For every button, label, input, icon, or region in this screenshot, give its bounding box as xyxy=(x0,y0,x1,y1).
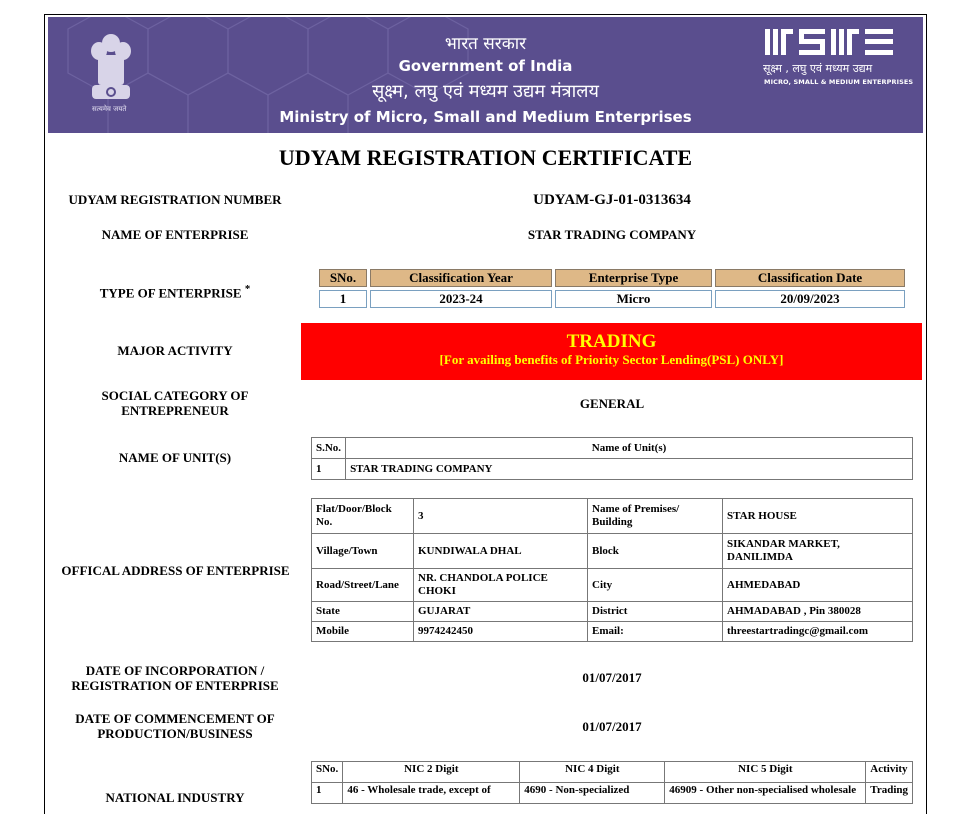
table-row xyxy=(312,622,913,642)
incorporation-label xyxy=(60,663,290,693)
cell: Block xyxy=(588,534,723,569)
cell: 46909 - Other non-specialised wholesale xyxy=(665,783,866,804)
activity-note: [For availing benefits of Priority Sector Lending(PSL) ONLY] xyxy=(439,352,784,367)
table-row xyxy=(319,290,905,308)
name-value: STAR TRADING COMPANY xyxy=(527,227,697,242)
cell: 3 xyxy=(414,499,588,534)
col-header: Name of Unit(s) xyxy=(346,438,913,459)
activity-label: MAJOR ACTIVITY xyxy=(117,343,233,358)
cell: Road/Street/Lane xyxy=(312,569,414,602)
table-row xyxy=(312,534,913,569)
nic-table xyxy=(311,761,913,804)
col-header: SNo. xyxy=(312,762,343,783)
col-header: SNo. xyxy=(319,269,367,287)
cell: STAR TRADING COMPANY xyxy=(346,459,913,480)
cell: NR. CHANDOLA POLICE CHOKI xyxy=(414,569,588,602)
units-label: NAME OF UNIT(S) xyxy=(118,450,232,465)
social-category-value: GENERAL xyxy=(579,396,645,411)
cell: AHMADABAD , Pin 380028 xyxy=(723,602,913,622)
social-category-label xyxy=(60,388,290,418)
name-label: NAME OF ENTERPRISE xyxy=(101,227,249,242)
table-row xyxy=(312,569,913,602)
type-label xyxy=(60,282,290,300)
address-label: OFFICAL ADDRESS OF ENTERPRISE xyxy=(61,563,290,578)
ministry-english: Ministry of Micro, Small and Medium Enterprises xyxy=(279,108,692,126)
email-link[interactable]: threestartradingc@gmail.com xyxy=(723,622,913,642)
units-table xyxy=(311,437,913,480)
incorporation-date: 01/07/2017 xyxy=(582,670,642,685)
table-row xyxy=(312,783,913,804)
incorp-label-line1: DATE OF INCORPORATION / xyxy=(85,663,265,678)
cell: Email: xyxy=(588,622,723,642)
activity-value: TRADING xyxy=(566,331,657,352)
cell: Village/Town xyxy=(312,534,414,569)
cell: Trading xyxy=(866,783,913,804)
ministry-hindi: सूक्ष्म, लघु एवं मध्यम उद्यम मंत्रालय xyxy=(372,81,599,102)
commencement-label xyxy=(60,711,290,741)
reg-no-label: UDYAM REGISTRATION NUMBER xyxy=(68,192,282,207)
cell: STAR HOUSE xyxy=(723,499,913,534)
cell: 9974242450 xyxy=(414,622,588,642)
incorp-label-line2: REGISTRATION OF ENTERPRISE xyxy=(71,678,279,693)
cell: Micro xyxy=(555,290,712,308)
col-header: Activity xyxy=(866,762,913,783)
table-row xyxy=(312,499,913,534)
table-row xyxy=(312,459,913,480)
col-header: Classification Date xyxy=(715,269,905,287)
col-header: S.No. xyxy=(312,438,346,459)
cell: 1 xyxy=(319,290,367,308)
msme-logo-icon xyxy=(765,27,895,57)
table-row xyxy=(312,602,913,622)
commence-label-line2: PRODUCTION/BUSINESS xyxy=(97,726,253,741)
cell: 1 xyxy=(312,783,343,804)
emblem-motto: सत्यमेव जयते xyxy=(92,105,127,113)
cell: 20/09/2023 xyxy=(715,290,905,308)
cell: 46 - Wholesale trade, except of xyxy=(343,783,520,804)
gov-hindi: भारत सरकार xyxy=(444,34,527,54)
msme-logo-hindi: सूक्ष्म , लघु एवं मध्यम उद्यम xyxy=(763,62,873,75)
cell: AHMEDABAD xyxy=(723,569,913,602)
cell: Name of Premises/ Building xyxy=(588,499,723,534)
reg-no-value: UDYAM-GJ-01-0313634 xyxy=(533,192,691,208)
asterisk: * xyxy=(244,283,251,295)
col-header: NIC 2 Digit xyxy=(343,762,520,783)
enterprise-type-table xyxy=(316,266,908,311)
gov-english: Government of India xyxy=(398,57,573,75)
col-header: NIC 4 Digit xyxy=(520,762,665,783)
cell: City xyxy=(588,569,723,602)
social-label-line1: SOCIAL CATEGORY OF xyxy=(101,388,249,403)
commencement-date: 01/07/2017 xyxy=(582,719,642,734)
social-label-line2: ENTREPRENEUR xyxy=(121,403,229,418)
cell: KUNDIWALA DHAL xyxy=(414,534,588,569)
cell: District xyxy=(588,602,723,622)
cell: State xyxy=(312,602,414,622)
major-activity-box xyxy=(301,323,922,380)
address-table xyxy=(311,498,913,642)
cell: GUJARAT xyxy=(414,602,588,622)
cell: 2023-24 xyxy=(370,290,552,308)
cell: 1 xyxy=(312,459,346,480)
cell: Mobile xyxy=(312,622,414,642)
col-header: NIC 5 Digit xyxy=(665,762,866,783)
col-header: Classification Year xyxy=(370,269,552,287)
commence-label-line1: DATE OF COMMENCEMENT OF xyxy=(75,711,275,726)
type-label-text: TYPE OF ENTERPRISE xyxy=(99,285,242,301)
cell: SIKANDAR MARKET, DANILIMDA xyxy=(723,534,913,569)
col-header: Enterprise Type xyxy=(555,269,712,287)
nic-label: NATIONAL INDUSTRY xyxy=(105,790,245,805)
msme-logo-english: MICRO, SMALL & MEDIUM ENTERPRISES xyxy=(764,78,914,86)
certificate-title: UDYAM REGISTRATION CERTIFICATE xyxy=(278,145,693,170)
cell: Flat/Door/Block No. xyxy=(312,499,414,534)
cell: 4690 - Non-specialized xyxy=(520,783,665,804)
header-banner xyxy=(48,17,923,133)
